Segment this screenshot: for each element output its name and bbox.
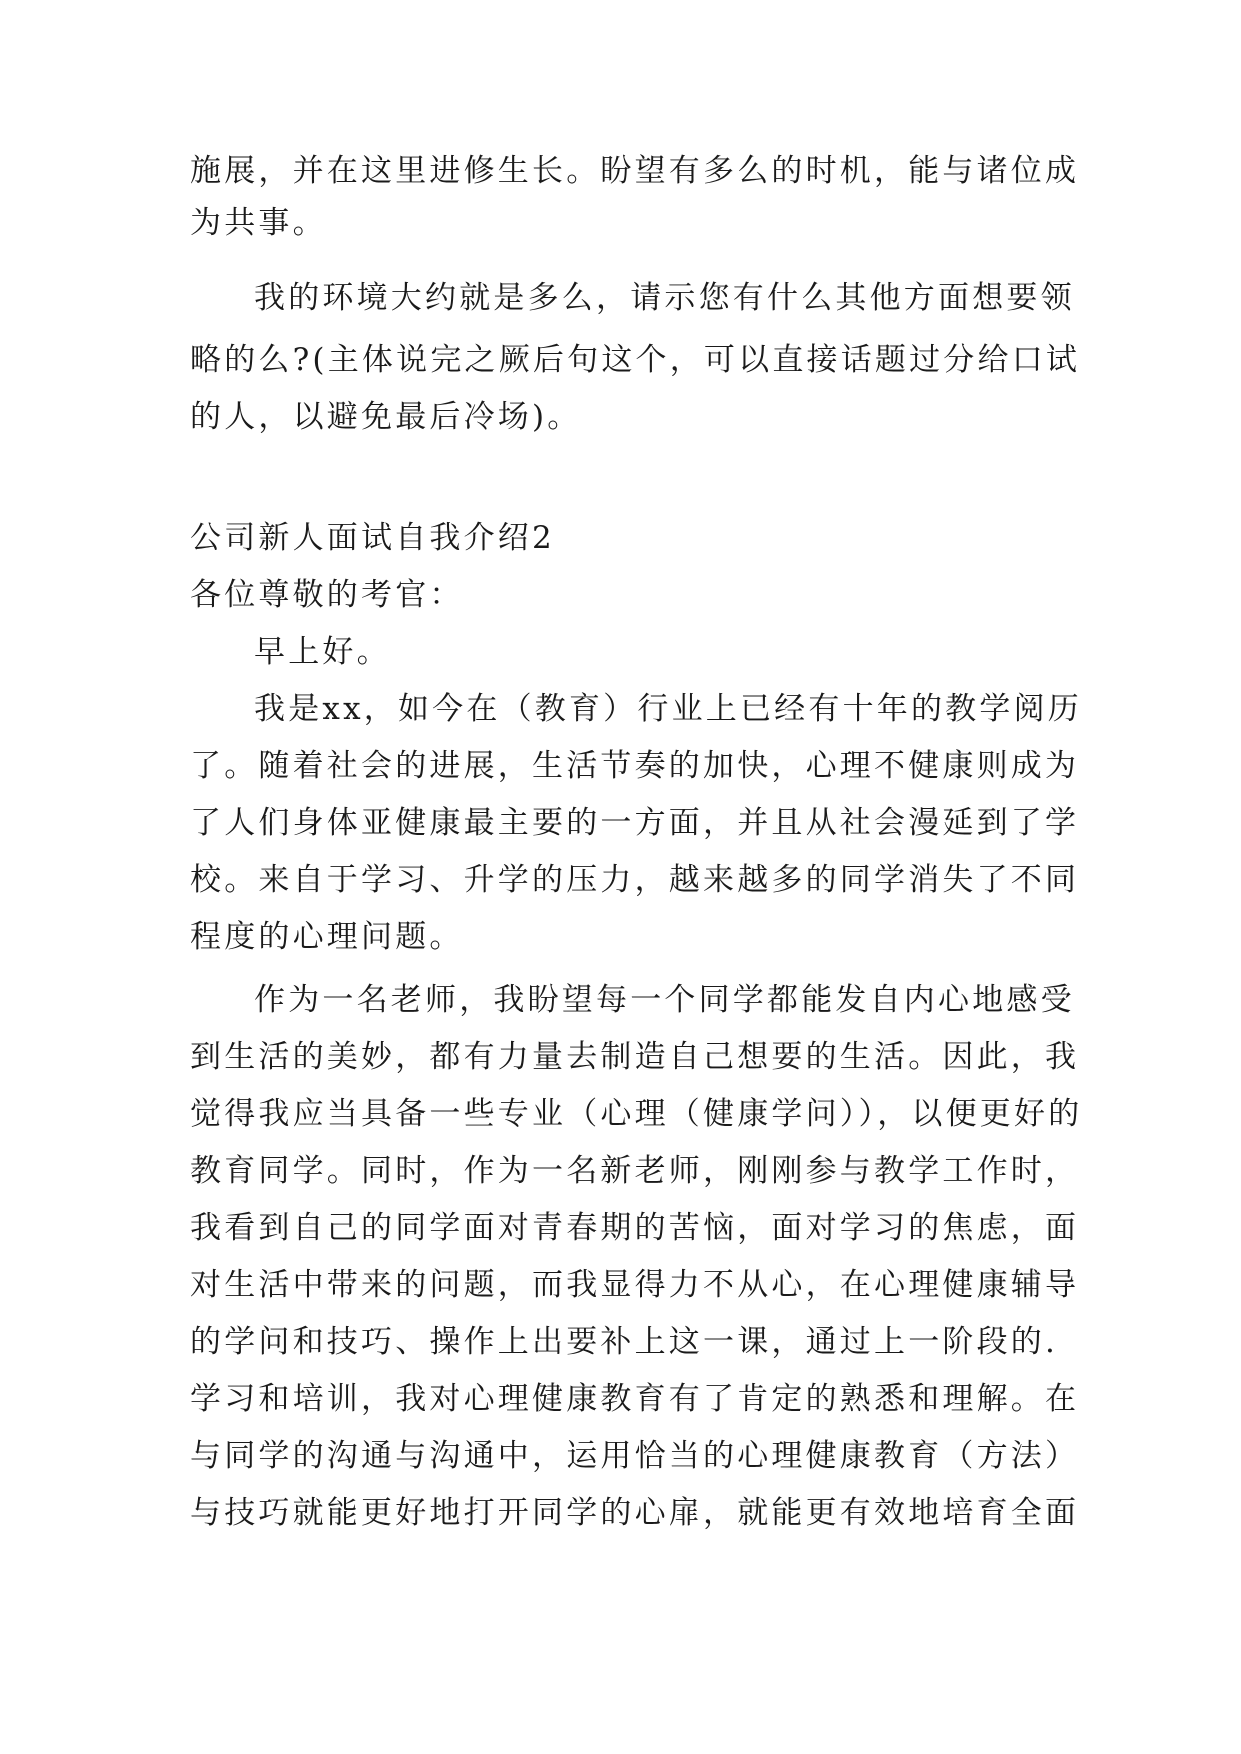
paragraph-line: 学习和培训，我对心理健康教育有了肯定的熟悉和理解。在 <box>190 1381 1080 1417</box>
paragraph-line: 我是xx，如今在（教育）行业上已经有十年的教学阅历 <box>254 691 1082 727</box>
paragraph-line: 与技巧就能更好地打开同学的心扉，就能更有效地培育全面 <box>190 1495 1080 1531</box>
paragraph-line: 的人，以避免最后冷场)。 <box>190 399 582 435</box>
paragraph-line: 为共事。 <box>190 205 327 241</box>
paragraph-line: 我看到自己的同学面对青春期的苦恼，面对学习的焦虑，面 <box>190 1210 1080 1246</box>
paragraph-line: 与同学的沟通与沟通中，运用恰当的心理健康教育（方法） <box>190 1438 1080 1474</box>
section-title: 公司新人面试自我介绍2 <box>190 520 555 556</box>
paragraph-line: 校。来自于学习、升学的压力，越来越多的同学消失了不同 <box>190 862 1080 898</box>
paragraph-line: 了。随着社会的进展，生活节奏的加快，心理不健康则成为 <box>190 748 1080 784</box>
paragraph-line: 略的么?(主体说完之厥后句这个，可以直接话题过分给口试 <box>190 342 1081 378</box>
paragraph-line: 的学问和技巧、操作上出要补上这一课，通过上一阶段的. <box>190 1324 1059 1360</box>
paragraph-line: 对生活中带来的问题，而我显得力不从心，在心理健康辅导 <box>190 1267 1080 1303</box>
paragraph-line: 施展，并在这里进修生长。盼望有多么的时机，能与诸位成 <box>190 153 1080 189</box>
paragraph-line: 到生活的美妙，都有力量去制造自己想要的生活。因此，我 <box>190 1039 1080 1075</box>
paragraph-line: 程度的心理问题。 <box>190 919 464 955</box>
paragraph-line: 我的环境大约就是多么，请示您有什么其他方面想要领 <box>254 280 1075 316</box>
paragraph-line: 觉得我应当具备一些专业（心理（健康学问）），以便更好的 <box>190 1096 1083 1132</box>
paragraph-line: 教育同学。同时，作为一名新老师，刚刚参与教学工作时， <box>190 1153 1080 1189</box>
paragraph-line: 了人们身体亚健康最主要的一方面，并且从社会漫延到了学 <box>190 805 1080 841</box>
greeting: 早上好。 <box>254 634 391 670</box>
paragraph-line: 作为一名老师，我盼望每一个同学都能发自内心地感受 <box>254 982 1075 1018</box>
salutation: 各位尊敬的考官： <box>190 577 464 613</box>
